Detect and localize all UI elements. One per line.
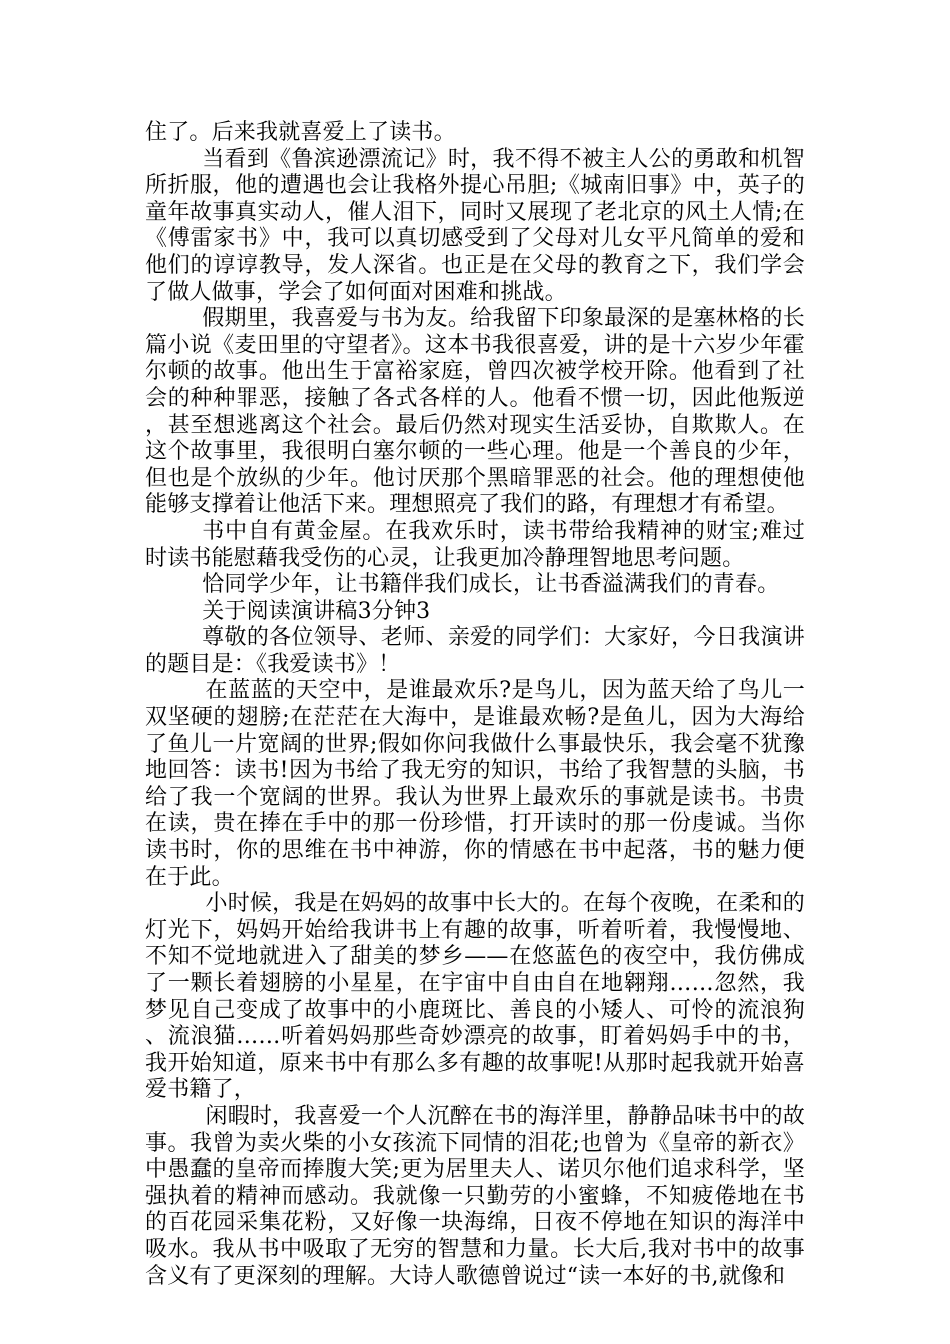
paragraph-blue-sky: 在蓝蓝的天空中，是谁最欢乐?是鸟儿，因为蓝天给了鸟儿一双坚硬的翅膀;在茫茫在大海中，是谁最欢畅?是鱼儿，因为大海给了鱼儿一片宽阔的世界;假如你问我做什么事最快乐，我会毫不犹豫地回答：读书!因为书给了我无穷的知识，书给了我智慧的头脑，书给了我一个宽阔的世界。我认为世界上最欢乐的事就是读书。书贵在读，贵在捧在手中的那一份珍惜，打开读时的那一份虔诚。当你读书时，你的思维在书中神游，你的情感在书中起落，书的魅力便在于此。	[145, 678, 805, 890]
paragraph-leisure: 闲暇时，我喜爱一个人沉醉在书的海洋里，静静品味书中的故事。我曾为卖火柴的小女孩流下同情的泪花;也曾为《皇帝的新衣》中愚蠢的皇帝而捧腹大笑;更为居里夫人、诺贝尔他们追求科学，坚强执着的精神而感动。我就像一只勤劳的小蜜蜂，不知疲倦地在书的百花园采集花粉，又好像一块海绵，日夜不停地在知识的海洋中吸水。我从书中吸取了无穷的智慧和力量。长大后,我对书中的故事含义有了更深刻的理解。大诗人歌德曾说过“读一本好的书,就像和	[145, 1103, 805, 1289]
paragraph-golden-house: 书中自有黄金屋。在我欢乐时，读书带给我精神的财宝;难过时读书能慰藉我受伤的心灵，让我更加冷静理智地思考问题。	[145, 518, 805, 571]
paragraph-holiday-reading: 假期里，我喜爱与书为友。给我留下印象最深的是塞林格的长篇小说《麦田里的守望者》。这本书我很喜爱，讲的是十六岁少年霍尔顿的故事。他出生于富裕家庭，曾四次被学校开除。他看到了社会的种种罪恶，接触了各式各样的人。他看不惯一切，因此他叛逆，甚至想逃离这个社会。最后仍然对现实生活妥协，自欺欺人。在这个故事里，我很明白塞尔顿的一些心理。他是一个善良的少年，但也是个放纵的少年。他讨厌那个黑暗罪恶的社会。他的理想使他能够支撑着让他活下来。理想照亮了我们的路，有理想才有希望。	[145, 306, 805, 518]
paragraph-continuation: 住了。后来我就喜爱上了读书。	[145, 120, 456, 145]
document-page	[145, 120, 805, 1290]
paragraph-youth: 恰同学少年，让书籍伴我们成长，让书香溢满我们的青春。	[202, 572, 780, 598]
paragraph-childhood: 小时候，我是在妈妈的故事中长大的。在每个夜晚，在柔和的灯光下，妈妈开始给我讲书上有趣的故事，听着听着，我慢慢地、不知不觉地就进入了甜美的梦乡——在悠蓝色的夜空中，我仿佛成了一颗长着翅膀的小星星，在宇宙中自由自在地翱翔……忽然，我梦见自己变成了故事中的小鹿斑比、善良的小矮人、可怜的流浪狗、流浪猫……听着妈妈那些奇妙漂亮的故事，盯着妈妈手中的书，我开始知道，原来书中有那么多有趣的故事呢!从那时起我就开始喜爱书籍了，	[145, 891, 805, 1103]
paragraph-books-reading: 当看到《鲁滨逊漂流记》时，我不得不被主人公的勇敢和机智所折服，他的遭遇也会让我格外提心吊胆;《城南旧事》中，英子的童年故事真实动人，催人泪下，同时又展现了老北京的风土人情;在《傅雷家书》中，我可以真切感受到了父母对儿女平凡简单的爱和他们的谆谆教导，发人深省。也正是在父母的教育之下，我们学会了做人做事，学会了如何面对困难和挑战。	[145, 146, 805, 305]
section-heading: 关于阅读演讲稿3分钟3	[202, 598, 431, 624]
paragraph-greeting: 尊敬的各位领导、老师、亲爱的同学们：大家好，今日我演讲的题目是：《我爱读书》！	[145, 625, 805, 677]
